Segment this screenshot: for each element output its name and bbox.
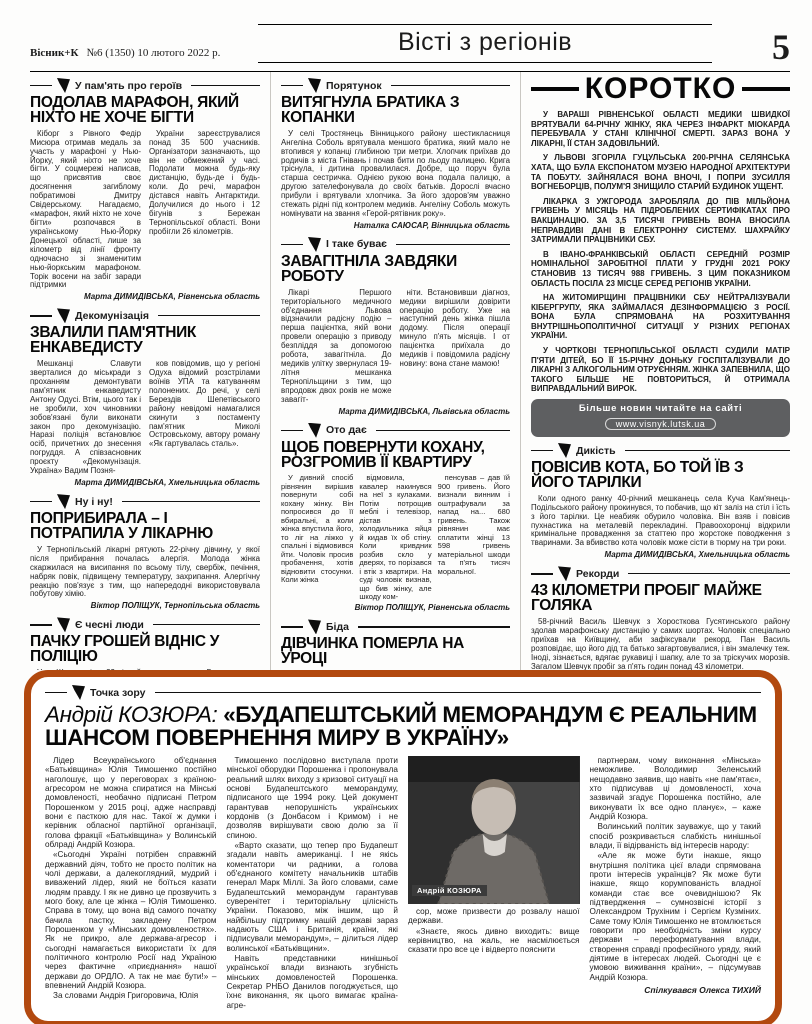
site-link-button[interactable] bbox=[531, 399, 790, 437]
opinion-headline bbox=[45, 704, 761, 750]
byline: Наталка САЮСАР, Вінницька область bbox=[353, 220, 510, 230]
kicker-label: Ото дає bbox=[326, 424, 367, 437]
kicker-label: Дикість bbox=[576, 444, 616, 457]
article-pregnant bbox=[281, 237, 510, 416]
korotko-item: У ЛЬВОВІ ЗГОРІЛА ГУЦУЛЬСЬКА 200-РІЧНА СЕЛЯНСЬКА ХАТА, ЩО БУЛА ЕКСПОНАТОМ МУЗЕЮ НАРОДНОЇ АРХІТЕКТУРИ ТА ПОБУТУ. ЗАЙНЯЛАСЯ ВОНА ВНОЧІ, І ПОПРИ ЗУСИЛЛЯ ВОГНЕБОРЦІВ, ПОЛУМ'Я ЗНИЩИЛО СТАРИЙ БУДИНОК УЩЕНТ. bbox=[531, 153, 790, 192]
body-text: Коли одного ранку 40-річний мешканець села Куча Кам'янець-Подільського району прокинувся, то побачив, що кіт заліз на стіл і їсть з його тарілки. Це неабияк обурило чоловіка. Він взяв і повісив пухнастика на металевій перекладині. Правоохоронці відкрили кримінальне провадження за статтею про жорстоке поводження з тваринами. За вбивство кота чоловік може сісти в тюрму на три роки. bbox=[531, 493, 790, 548]
flag-icon bbox=[57, 494, 70, 509]
korotko-item: НА ЖИТОМИРЩИНІ ПРАЦІВНИКИ СБУ НЕЙТРАЛІЗУВАЛИ КІБЕРГРУПУ, ЯКА ЗАЙМАЛАСЯ ДЕЗІНФОРМАЦІЄЮ З РОСІЇ. ВОНА БУЛА СПРЯМОВАНА НА РОЗХИТУВАННЯ ВНУТРІШНЬОПОЛІТИЧНОЇ СИТУАЦІЇ У РІЗНИХ РЕГІОНАХ УКРАЇНИ. bbox=[531, 293, 790, 341]
paper-title: Вісник+К bbox=[30, 47, 79, 59]
opinion-col3: Андрій КОЗЮРА сор, може призвести до розвалу нашої держави. «Знаєте, якось дивно виходить: вище керівництво, на жаль, не насмілюється сказати про все це і відверто пояснити bbox=[408, 756, 580, 1011]
article-monument bbox=[30, 308, 260, 487]
kicker-girl bbox=[281, 619, 510, 634]
masthead bbox=[30, 24, 790, 72]
byline: Марта ДИМИДІВСЬКА, Хмельницька область bbox=[74, 478, 260, 488]
kicker-label: Ну і ну! bbox=[75, 495, 113, 508]
korotko-item: У ВАРАШІ РІВНЕНСЬКОЇ ОБЛАСТІ МЕДИКИ ШВИДКОЇ ВРЯТУВАЛИ 64-РІЧНУ ЖІНКУ, ЯКА ЧЕРЕЗ ІНФАРКТ МІОКАРДА ПЕРЕБУВАЛА У СТАНІ КЛІНІЧНОЇ СМЕРТІ. ЗАРАЗ ВОНА У ЛІКАРНІ, ЇЇ СТАН ЗАДОВІЛЬНИЙ. bbox=[531, 110, 790, 148]
article-cleaned bbox=[30, 494, 260, 610]
article-money bbox=[30, 617, 260, 670]
section-title: Вісті з регіонів bbox=[258, 24, 712, 63]
site-url[interactable]: www.visnyk.lutsk.ua bbox=[605, 418, 717, 430]
column-middle bbox=[270, 72, 520, 670]
body-col: відмовила, кавалер накинувся на неї з кулаками. Потім потрощив меблі і телевізор, дістав з холодильника яйця й кидав їх об стіну. Коли кривдник розбив скло у дверях, то порізався і втік з квартири. На суді чоловік визнав, що бив жінку, але шкоду ком- bbox=[359, 473, 432, 602]
kicker-record bbox=[531, 566, 790, 581]
body-col: ніти. Встановивши діагноз, медики вирішили довірити операцію роботу. Уже на наступний день жінка пішла додому. Після операції минуло п'ять місяців. І от пацієнтка приїхала до медиків і повідомила радісну новину: вона стане мамою! bbox=[399, 287, 510, 369]
article-cat bbox=[531, 443, 790, 559]
kicker-cat bbox=[531, 443, 790, 458]
byline: Марта ДИМИДІВСЬКА, Львівська область bbox=[338, 406, 510, 416]
flag-icon bbox=[57, 78, 70, 93]
kicker-rescue bbox=[281, 78, 510, 93]
flag-icon bbox=[72, 685, 85, 700]
portrait-photo bbox=[408, 756, 580, 904]
flag-icon bbox=[308, 237, 321, 252]
body-col: пенсував – дав їй 900 гривень. Його визнали винним і оштрафували за напад на... 680 гривень. Також рівнянин має сплатити жінці 13 598 гривень матеріальної шкоди та п'ять тисяч моральної. bbox=[437, 473, 510, 576]
headline: ПАЧКУ ГРОШЕЙ ВІДНІС У ПОЛІЦІЮ bbox=[30, 633, 220, 666]
portrait-illustration bbox=[408, 756, 580, 904]
column-right bbox=[520, 72, 790, 670]
opinion-col4: партнерам, чому виконання «Мінська» неможливе. Володимир Зеленський нещодавно заявив, що навіть «не пам'ятає», хто підписував ці домовленості, хоча зазвичай згадує Порошенка постійно, але виконувати їх все одно планує», – каже Андрій Козюра. Волинський політик зауважує, що у такий спосіб розкривається слабкість нинішньої влади, її відірваність від інтересів народу: «Але як може бути інакше, якщо внутрішня політика цієї влади спрямована проти інтересів українців? Як може бути інакше, якщо корумпованість владної команди стає все очевиднішою? Як підтвердження – сумнозвісні історії з Олександром Трухіним і Сергієм Кузміних. Саме тому Юлія Тимошенко не втомлюється говорити про необхідність зміни курсу держави – переформатування влади, створення справді професійного уряду, який діятиме в інтересах людей. Сьогодні це є умовою виживання країни», – підсумував Андрій Козюра. Спілкувався Олекса ТИХИЙ bbox=[589, 755, 761, 996]
column-left bbox=[30, 72, 270, 670]
kicker-label: Біда bbox=[326, 620, 349, 633]
korotko-title: КОРОТКО bbox=[584, 72, 737, 105]
kicker-pregnant bbox=[281, 237, 510, 252]
flag-icon bbox=[308, 423, 321, 438]
kicker-monument bbox=[30, 308, 260, 323]
kicker-label: Декомунізація bbox=[75, 309, 149, 322]
byline: Віктор ПОЛІЩУК, Рівненська область bbox=[354, 603, 510, 613]
body-text: У Тернопільській лікарні рятують 22-річну дівчину, у якої після прибирання почалась алергія. Молода жінка скаржилася на висипання по всьому тілу, свербіж, печіння, набряк повік, підвищену температуру, захрипання. Алергічну реакцію пов'язує з тим, що напередодні використовувала побутову хімію. bbox=[30, 544, 260, 599]
headline: ЗАВАГІТНІЛА ЗАВДЯКИ РОБОТУ bbox=[281, 252, 457, 285]
kicker-cleaned bbox=[30, 494, 260, 509]
opinion-box bbox=[24, 670, 782, 1024]
headline: ЩОБ ПОВЕРНУТИ КОХАНУ, РОЗГРОМИВ ЇЇ КВАРТИРУ bbox=[281, 438, 485, 471]
body-text: 58-річний Василь Шевчук з Хоросткова Гусятинського району здолав марафонську дистанцію у самих шортах. Чоловік спеціально приїхав на Київщину, аби зафіксували рекорд. Пан Василь розповідає, що його дід та батько загартовувалися, і він змалечку теж. Іноді, зізнається, вдягає рукавиці і шапку, але то за тріскучих морозів. Загалом Шевчук пробіг за п'ять годин понад 43 кілометри. bbox=[531, 617, 790, 670]
body-text: У селі Тростянець Вінницького району шестикласниця Ангеліна Соболь врятувала меншого братика, який мало не втопився у копанці глибиною три метри. Хлопчик приїхав до родичів з міста Гнівань і почав бити по льоду палицею. Крига тріснула, і дитина провалилася. Добре, що поруч була старша сестричка. Однією рукою вона подала палицю, а другою зателефонувала до своїх батьків. Дорослі вчасно прибули і врятували хлопчика. За його здоров'ям уважно стежать рідні під контролем медиків. Ангеліну Соболь можуть номінувати на звання «Герой-рятівник року». bbox=[281, 128, 510, 219]
headline-quote: «БУДАПЕШТСЬКИЙ МЕМОРАНДУМ Є РЕАЛЬНИМ ШАНСОМ ПОВЕРНЕННЯ МИРУ В УКРАЇНУ» bbox=[45, 702, 757, 750]
kicker-money bbox=[30, 617, 260, 632]
kicker-marathon bbox=[30, 78, 260, 93]
headline: ПОВІСИВ КОТА, БО ТОЙ ЇВ З ЙОГО ТАРІЛКИ bbox=[531, 459, 744, 491]
korotko-item: В ІВАНО-ФРАНКІВСЬКІЙ ОБЛАСТІ СЕРЕДНІЙ РОЗМІР НОМІНАЛЬНОЇ ЗАРОБІТНОЇ ПЛАТИ У ГРУДНІ 2021 РОКУ СТАНОВИВ 13 ТИСЯЧ 988 ГРИВЕНЬ. З ЦИМ ПОКАЗНИКОМ ОБЛАСТЬ ПОСІЛА 23 МІСЦЕ СЕРЕД РЕГІОНІВ УКРАЇНИ. bbox=[531, 249, 790, 288]
flag-icon bbox=[57, 308, 70, 323]
article-rescue bbox=[281, 78, 510, 230]
korotko-item: ЛІКАРКА З УЖГОРОДА ЗАРОБЛЯЛА ДО ПІВ МІЛЬЙОНА ГРИВЕНЬ У МІСЯЦЬ НА ПІДРОБЛЕНИХ СЕРТИФІКАТАХ ПРО ВАКЦИНАЦІЮ. ЗА 3,5 ТИСЯЧІ ГРИВЕНЬ ВОНА ВНОСИЛА НЕПРАВДИВІ ДАНІ В ЕЛЕКТРОННУ СИСТЕМУ. ШАХРАЙКУ ЗАТРИМАЛИ ПРАЦІВНИКИ СБУ. bbox=[531, 196, 790, 245]
headline: ПОДОЛАВ МАРАФОН, ЯКИЙ НІХТО НЕ ХОЧЕ БІГТИ bbox=[30, 94, 239, 126]
headline: ЗВАЛИЛИ ПАМ'ЯТНИК ЕНКАВЕДИСТУ bbox=[30, 324, 197, 357]
body-col: ков повідомив, що у регіоні Одуха відомий розстрілами воїнів УПА та катуванням полонених. До речі, у селі Берездів Шепетівського району невідомі намагалися скинути з постаменту пам'ятник Миколі Островському, автору роману «Як гартувалась сталь». bbox=[149, 359, 260, 449]
article-girl bbox=[281, 619, 510, 670]
byline: Марта ДИМИДІВСЬКА, Хмельницька область bbox=[604, 550, 790, 560]
headline: ДІВЧИНКА ПОМЕРЛА НА УРОЦІ bbox=[281, 635, 465, 668]
body-col: У дивний спосіб рівнянин вирішив повернути собі кохану жінку. Він попросився до її вбиральні, а коли жінка впустила його, то ліг на ліжко у спальні і відмовився йти. Чоловік просив пробачення, хотів відновити стосунки. Коли жінка bbox=[281, 473, 354, 585]
byline: Віктор ПОЛІЩУК, Тернопільська область bbox=[90, 601, 260, 611]
kicker-apartment bbox=[281, 423, 510, 438]
kicker-label: У пам'ять про героїв bbox=[75, 79, 183, 92]
headline: ПОПРИБИРАЛА – І ПОТРАПИЛА У ЛІКАРНЮ bbox=[30, 510, 213, 542]
opinion-col2: Тимошенко послідовно виступала проти мінської оборудки Порошенка і пропонувала реальний шлях виходу з кризової ситуації на основі Будапештського меморандуму, підписаного ще 1994 року. Цей документ гарантував непорушність українських кордонів (з Донбасом і Кримом) і не дозволяв вирішувати свою долю за її спиною. «Варто сказати, що тепер про Будапешт згадали навіть американці. І не якісь коментатори чи радники, а голова об'єднаного комітету начальників штабів генерал Марк Міллі. За його словами, саме Будапештський меморандум гарантував суверенітет і територіальну цілісність України. Показово, між іншим, що й найбільшу підтримку нашій державі зараз надають США і Британія, країни, які підписували меморандум», – ділиться лідер волинської «Батьківщини». Навіть представники нинішньої української влади визнають згубність мінських домовленостей Порошенка. Секретар РНБО Данилов погоджується, що їхнє виконання, як цього вимагає країна-агре- bbox=[226, 755, 398, 1010]
body-col: Мешканці Славути зверталися до міськради з проханням демонтувати пам'ятник енкаведисту Антону Одусі. Втім, цього так і не зробили, хоч чиновники зобов'язані були виконати закон про декомунізацію. Наразі поліція встановлює осіб, причетних до знесення погруддя. А співзасновник проєкту «Декомунізація. Україна» Вадим Позня- bbox=[30, 359, 141, 476]
korotko-item: У ЧОРТКОВІ ТЕРНОПІЛЬСЬКОЇ ОБЛАСТІ СУДИЛИ МАТІР П'ЯТИ ДІТЕЙ, БО ЇЇ 15-РІЧНУ ДОНЬКУ ГОСПІТАЛІЗУВАЛИ ДО ЛІКАРНІ З АЛКОГОЛЬНИМ ОТРУЄННЯМ. ЖІНКА ЗАПЕВНИЛА, ЩО ТАКОГО БІЛЬШЕ НЕ ПОВТОРИТЬСЯ, Й ОТРИМАЛА ВИПРАВДАЛЬНИЙ ВИРОК. bbox=[531, 346, 790, 394]
kicker-label: І таке буває bbox=[326, 238, 387, 251]
korotko-box bbox=[531, 74, 790, 437]
flag-icon bbox=[57, 617, 70, 632]
flag-icon bbox=[308, 619, 321, 634]
body-col: Кіборг з Рівного Федір Мисюра отримав медаль за участь у марафоні у Нью-Йорку, який ніхто не хоче бігти. У соцмережі написав, що присвятив своє досягнення загиблому побратимові Дмитру Свідерському. Нагадаємо, «марафон, який ніхто не хоче бігти» розпочався в українському Нью-Йорку Донецької області, лише за кілометр від лінії фронту одночасно зі знаменитим нью-йоркським марафоном. Торік восени на забіг заради підтримки bbox=[30, 128, 141, 290]
headline: ВИТЯГНУЛА БРАТИКА З КОПАНКИ bbox=[281, 94, 460, 126]
flag-icon bbox=[308, 78, 321, 93]
kicker-label: Порятунок bbox=[326, 79, 382, 92]
kicker-opinion bbox=[45, 685, 761, 700]
site-link-label: Більше новин читайте на сайті bbox=[578, 403, 743, 415]
article-marathon bbox=[30, 78, 260, 301]
byline: Марта ДИМИДІВСЬКА, Рівненська область bbox=[83, 292, 260, 302]
kicker-label: Є чесні люди bbox=[75, 618, 144, 631]
flag-icon bbox=[558, 443, 571, 458]
body-col: Лікарі Першого територіального медичного об'єднання Львова відзначили радісну подію – перша пацієнтка, якій вони провели операцію з приводу безпліддя за допомогою робота, завагітніла. До медиків улітку звернулася 19-літня мешканка Тернопільщини з тим, що впродовж двох років не може завагіт- bbox=[281, 287, 392, 404]
article-apartment bbox=[281, 423, 510, 613]
kicker-label: Рекорди bbox=[576, 567, 620, 580]
article-record bbox=[531, 566, 790, 670]
kicker-label: Точка зору bbox=[90, 686, 146, 699]
photo-caption: Андрій КОЗЮРА bbox=[412, 885, 487, 896]
issue-info: №6 (1350) 10 лютого 2022 р. bbox=[86, 47, 221, 59]
flag-icon bbox=[558, 566, 571, 581]
page-number: 5 bbox=[772, 26, 790, 67]
speaker-name: Андрій КОЗЮРА: bbox=[45, 702, 224, 727]
headline: 43 КІЛОМЕТРИ ПРОБІГ МАЙЖЕ ГОЛЯКА bbox=[531, 582, 762, 615]
main-grid bbox=[30, 72, 790, 670]
opinion-col1: Лідер Всеукраїнського об'єднання «Батьківщина» Юлія Тимошенко постійно наголошує, що у переговорах з країною-агресором не можна спиратися на Мінські домовленості, необачно підписані Петром Порошенком у 2015 році, адже насправді вони є пасткою для нас. Такої ж думки і керівник обласної партійної організації, голова фракції «Батьківщина» у Волинській облраді Андрій Козюра. «Сьогодні Україні потрібен справжній державний діяч, тобто не просто політик на чолі держави, а далекоглядний, мудрий і виважений лідер, який не боїться казати людям правду. І як не дивно це прозвучить з мого боку, але це жінка – Юлія Тимошенко. Справа в тому, що вона від самого початку бачила пастку, закладену Петром Порошенком у «Мінських домовленостях». Як не прикро, але держава-агресор і сьогодні намагається використати їх для політичного контролю Росії над Україною через фактичне «приєднання» нашої держави до ОРДЛО. А так не має бути!» – впевнений Андрій Козюра. За словами Андрія Григоровича, Юлія bbox=[45, 755, 217, 1001]
opinion-byline: Спілкувався Олекса ТИХИЙ bbox=[644, 985, 761, 996]
body-col: України зареєструвалися понад 35 500 учасників. Організатори зазначають, що він не обмежений у часі. Подолати можна будь-яку дистанцію, будь-де і будь-коли. До речі, марафон дістався навіть Антарктиди. Долучилися до нього і 12 бігунів з Бережан Тернопільської області. Вони пробігли 26 кілометрів. bbox=[149, 128, 260, 236]
